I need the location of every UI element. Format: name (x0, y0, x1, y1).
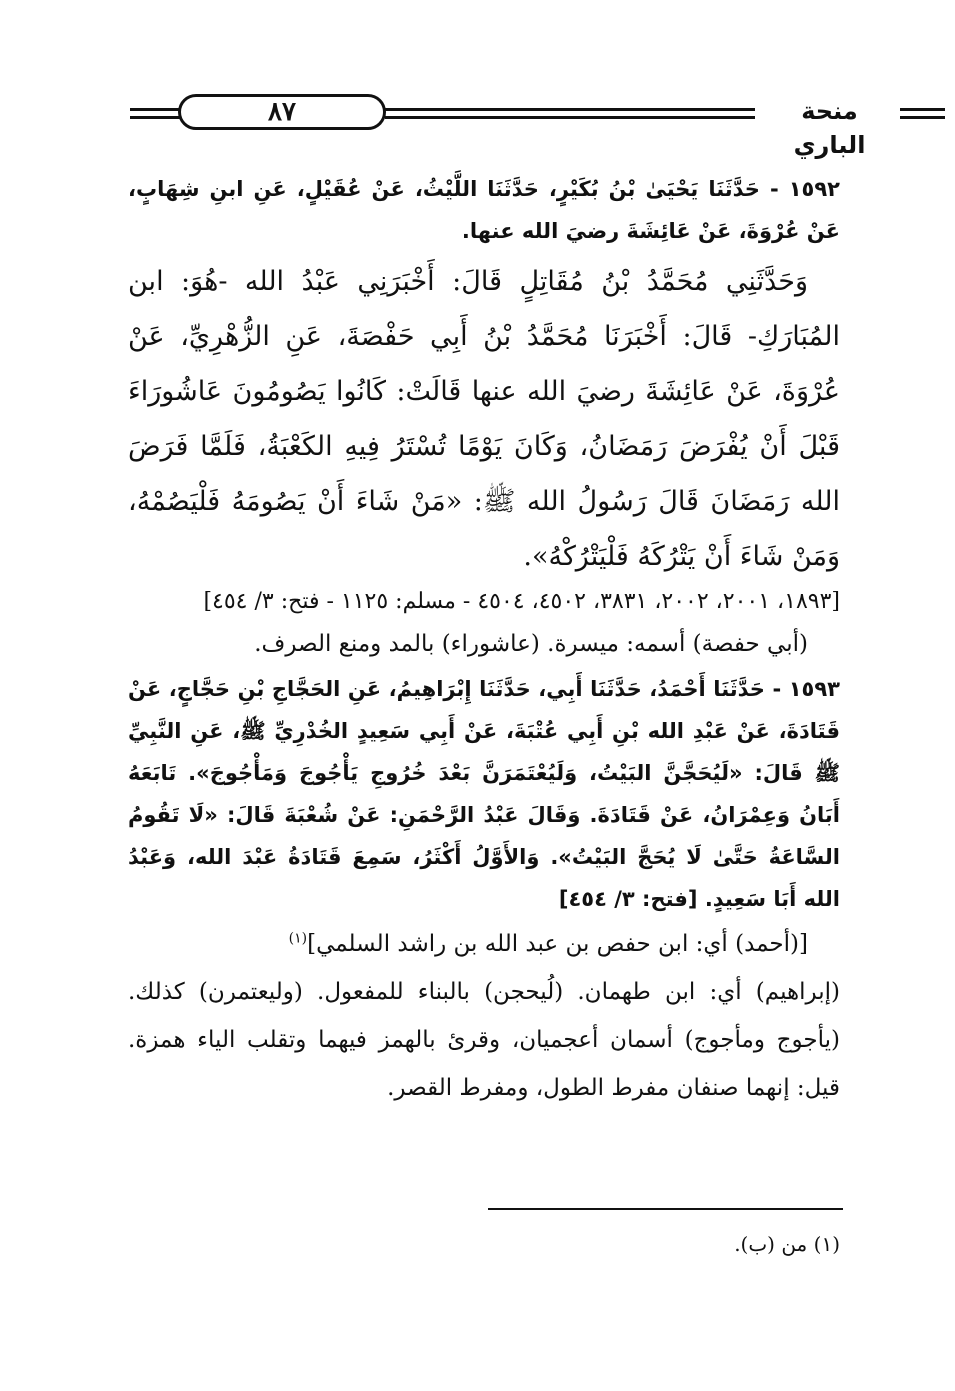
header-rule-middle (385, 108, 755, 119)
hadith-1592-matn: وَحَدَّثَنِي مُحَمَّدُ بْنُ مُقَاتِلٍ قَالَ: أَخْبَرَنِي عَبْدُ الله -هُوَ: ابن المُبَارَكِ- قَالَ: أَخْبَرَنَا مُحَمَّدُ بْنُ أَبِي حَفْصَةَ، عَنِ الزُّهْرِيِّ، عَنْ عُرْوَةَ، عَنْ عَائِشَةَ رضيَ الله عنها قَالَتْ: كَانُوا يَصُومُونَ عَاشُورَاءَ قَبْلَ أَنْ يُفْرَضَ رَمَضَانُ، وَكَانَ يَوْمًا تُسْتَرُ فِيهِ الكَعْبَةُ، فَلَمَّا فَرَضَ الله رَمَضَانَ قَالَ رَسُولُ الله ﷺ: «مَنْ شَاءَ أَنْ يَصُومَهُ فَلْيَصُمْهُ، وَمَنْ شَاءَ أَنْ يَتْرُكَهُ فَلْيَتْرُكْهُ». (128, 266, 840, 572)
hadith-1592-isnad: ١٥٩٢ - حَدَّثَنَا يَحْيَىٰ بْنُ بُكَيْرٍ، حَدَّثَنَا اللَّيْثُ، عَنْ عُقَيْلٍ، عَنِ ابنِ شِهَابٍ، عَنْ عُرْوَةَ، عَنْ عَائِشَةَ رضيَ الله عنها. (128, 177, 840, 243)
book-title: منحة الباري (793, 97, 866, 159)
page-body (128, 168, 840, 1112)
sharh-1593-line2: (إبراهيم) أي: ابن طهمان. (لُيحجن) بالبناء للمفعول. (وليعتمرن) كذلك. (يأجوج ومأجوج) أسمان أعجميان، وقرئ بالهمز فيهما وتقلب الياء همزة. قيل: إنهما صنفان مفرط الطول، ومفرط القصر. (128, 979, 840, 1101)
sharh-1593-line1 (128, 920, 840, 968)
header-rule-right (900, 108, 945, 119)
footnote-ref-1: (١) (288, 930, 308, 947)
sharh-1593-line1-text: [(أحمد) أي: ابن حفص بن عبد الله بن راشد السلمي] (307, 931, 808, 957)
header-rule-left (130, 108, 180, 119)
hadith-1592-references: [١٨٩٣، ٢٠٠١، ٢٠٠٢، ٣٨٣١، ٤٥٠٢، ٤٥٠٤ - مسلم: ١١٢٥ - فتح: ٣/ ٤٥٤] (203, 589, 840, 614)
footnote-separator (488, 1208, 843, 1210)
hadith-1593-text: ١٥٩٣ - حَدَّثَنَا أَحْمَدُ، حَدَّثَنَا أَبِي، حَدَّثَنَا إِبْرَاهِيمُ، عَنِ الحَجَّاجِ بْنِ حَجَّاجٍ، عَنْ قَتَادَةَ، عَنْ عَبْدِ الله بْنِ أَبِي عُتْبَةَ، عَنْ أَبِي سَعِيدٍ الخُدْرِيِّ ﷺ، عَنِ النَّبِيِّ ﷺ قَالَ: «لَيُحَجَّنَّ البَيْتُ، وَلَيُعْتَمَرَنَّ بَعْدَ خُرُوجِ يَأْجُوجَ وَمَأْجُوجَ». تَابَعَهُ أَبَانُ وَعِمْرَانُ، عَنْ قَتَادَةَ. وَقَالَ عَبْدُ الرَّحْمَنِ: عَنْ شُعْبَةَ قَالَ: «لَا تَقُومُ السَّاعَةُ حَتَّىٰ لَا يُحَجَّ البَيْتُ». وَالأَوَّلُ أَكْثَرُ، سَمِعَ قَتَادَةُ عَبْدَ الله، وَعَبْدُ الله أَبَا سَعِيدٍ. [فتح: ٣/ ٤٥٤] (128, 677, 840, 911)
page-number: ٨٧ (178, 94, 386, 130)
page-header (130, 92, 866, 159)
sharh-1592: (أبي حفصة) أسمه: ميسرة. (عاشوراء) بالمد ومنع الصرف. (254, 631, 808, 657)
footnote-1: (١) من (ب). (734, 1232, 840, 1256)
